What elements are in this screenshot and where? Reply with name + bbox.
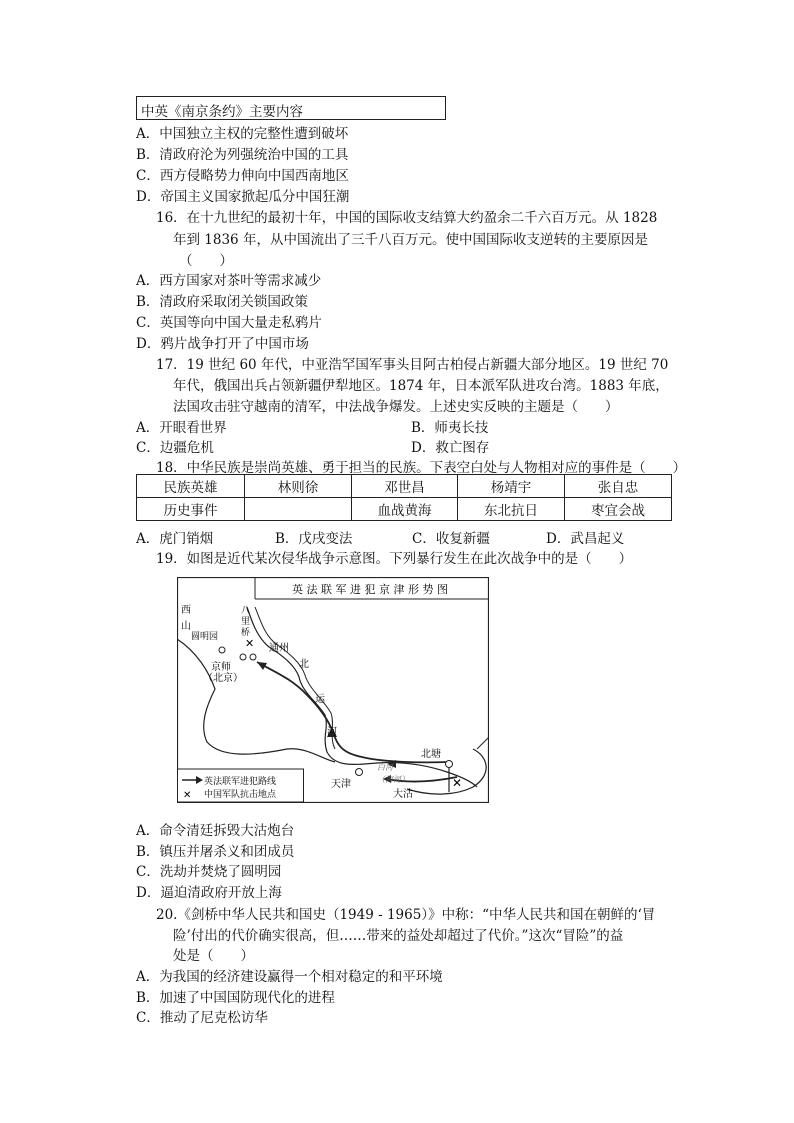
q16-option-a: A．西方国家对茶叶等需求减少 — [136, 273, 322, 289]
label-haihe: （海河） — [377, 775, 409, 784]
q18-cell: 民族英雄 — [137, 475, 245, 498]
beitang-marker — [446, 761, 453, 768]
jingshi-marker — [240, 654, 246, 660]
q15-option-a: A．中国独立主权的完整性遭到破坏 — [136, 126, 349, 142]
label-xishan: 山 — [181, 621, 191, 632]
yuanmingyuan-marker — [219, 647, 225, 653]
q18-cell: 枣宜会战 — [565, 498, 672, 521]
q16-option-d: D．鸦片战争打开了中国市场 — [136, 336, 309, 352]
q16-option-c: C．英国等向中国大量走私鸦片 — [136, 315, 322, 331]
q16-stem-line2: 年到 1836 年，从中国流出了三千八百万元。使中国国际收支逆转的主要原因是 — [173, 232, 648, 248]
q18-cell: 张自忠 — [565, 475, 672, 498]
q18-option-c: C．收复新疆 — [412, 531, 490, 547]
label-yuanmingyuan: 圆明园 — [191, 632, 219, 642]
q16-stem-line3: （ ） — [179, 253, 233, 269]
q18-cell: 林则徐 — [245, 475, 352, 498]
q20-stem-line2: 险’付出的代价确实很高，但……带来的益处却超过了代价。”这次“冒险”的益 — [173, 928, 624, 944]
label-tongzhou: 通州 — [269, 643, 289, 654]
q17-stem-line1: 17．19 世纪 60 年代，中亚浩罕国军事头目阿古柏侵占新疆大部分地区。19 世纪 70 — [156, 357, 669, 373]
balqiao-marker — [250, 654, 256, 660]
q15-option-c: C．西方侵略势力伸向中国西南地区 — [136, 168, 349, 184]
label-baihe: 白河 — [377, 763, 393, 772]
q17-option-c: C．边疆危机 — [136, 440, 214, 456]
tianjin-marker — [356, 769, 363, 776]
q20-option-b: B．加速了中国国防现代化的进程 — [136, 990, 335, 1006]
label-beiyunhe: 运 — [315, 694, 325, 705]
q20-stem-line3: 处是（ ） — [173, 948, 254, 964]
q17-option-b: B．师夷长技 — [411, 420, 489, 436]
label-tianjin: 天津 — [331, 779, 351, 790]
q18-cell-blank — [245, 498, 352, 521]
q18-option-b: B．戊戌变法 — [275, 531, 353, 547]
q15-stem-box — [136, 96, 446, 120]
label-beiyunhe: 河 — [327, 727, 337, 738]
label-balqiao: 里 — [241, 617, 251, 627]
battle-cross-icon: ✕ — [245, 637, 255, 650]
q18-table — [136, 474, 672, 521]
q17-option-a: A．开眼看世界 — [136, 420, 227, 436]
q20-option-a: A．为我国的经济建设赢得一个相对稳定的和平环境 — [136, 969, 443, 985]
q18-cell: 杨靖宇 — [458, 475, 565, 498]
label-jingshi: 京师 — [211, 662, 231, 673]
legend-resist-label: 中国军队抗击地点 — [204, 790, 277, 800]
q17-option-d: D．救亡图存 — [411, 440, 490, 456]
q20-option-c: C．推动了尼克松访华 — [136, 1010, 268, 1026]
legend-route-label: 英法联军进犯路线 — [204, 777, 277, 787]
label-balqiao: 桥 — [241, 628, 251, 638]
q15-stem: 中英《南京条约》主要内容 — [141, 104, 303, 120]
label-beijing: （北京） — [203, 673, 243, 684]
q18-cell: 血战黄海 — [352, 498, 458, 521]
q20-stem-line1: 20.《剑桥中华人民共和国史（1949 - 1965）》中称：“中华人民共和国在朝鲜的‘冒 — [156, 907, 656, 923]
q18-option-d: D．武昌起义 — [546, 531, 625, 547]
label-xishan: 西 — [181, 605, 191, 616]
label-dagu: 大沽 — [393, 789, 413, 800]
legend-cross-icon: ✕ — [183, 790, 192, 801]
q15-option-b: B．清政府沦为列强统治中国的工具 — [136, 147, 349, 163]
label-beitang: 北塘 — [421, 749, 441, 760]
campaign-map — [177, 577, 489, 803]
q18-cell: 历史事件 — [137, 498, 245, 521]
label-beiyunhe: 北 — [299, 659, 309, 670]
q19-option-b: B．镇压并屠杀义和团成员 — [136, 844, 295, 860]
label-balqiao: 八 — [241, 606, 251, 616]
q18-option-a: A．虎门销烟 — [136, 531, 214, 547]
battle-cross-icon: ✕ — [452, 776, 463, 790]
q18-stem: 18．中华民族是崇尚英雄、勇于担当的民族。下表空白处与人物相对应的事件是（ ） — [156, 460, 687, 476]
q18-cell: 邓世昌 — [352, 475, 458, 498]
q17-stem-line2: 年代，俄国出兵占领新疆伊犁地区。1874 年，日本派军队进攻台湾。1883 年底， — [173, 378, 669, 394]
q18-cell: 东北抗日 — [458, 498, 565, 521]
q15-option-d: D．帝国主义国家掀起瓜分中国狂潮 — [136, 189, 350, 205]
q19-option-c: C．洗劫并焚烧了圆明园 — [136, 864, 282, 880]
q16-option-b: B．清政府采取闭关锁国政策 — [136, 294, 308, 310]
q17-stem-line3: 法国攻击驻守越南的清军，中法战争爆发。上述史实反映的主题是（ ） — [173, 399, 619, 415]
q19-option-a: A．命令清廷拆毁大沽炮台 — [136, 823, 295, 839]
q19-stem: 19．如图是近代某次侵华战争示意图。下列暴行发生在此次战争中的是（ ） — [156, 551, 633, 567]
map-title: 英 法 联 军 进 犯 京 津 形 势 图 — [292, 583, 448, 596]
q16-stem-line1: 16．在十九世纪的最初十年，中国的国际收支结算大约盈余二千六百万元。从 1828 — [156, 210, 658, 226]
q19-option-d: D．逼迫清政府开放上海 — [136, 885, 282, 901]
